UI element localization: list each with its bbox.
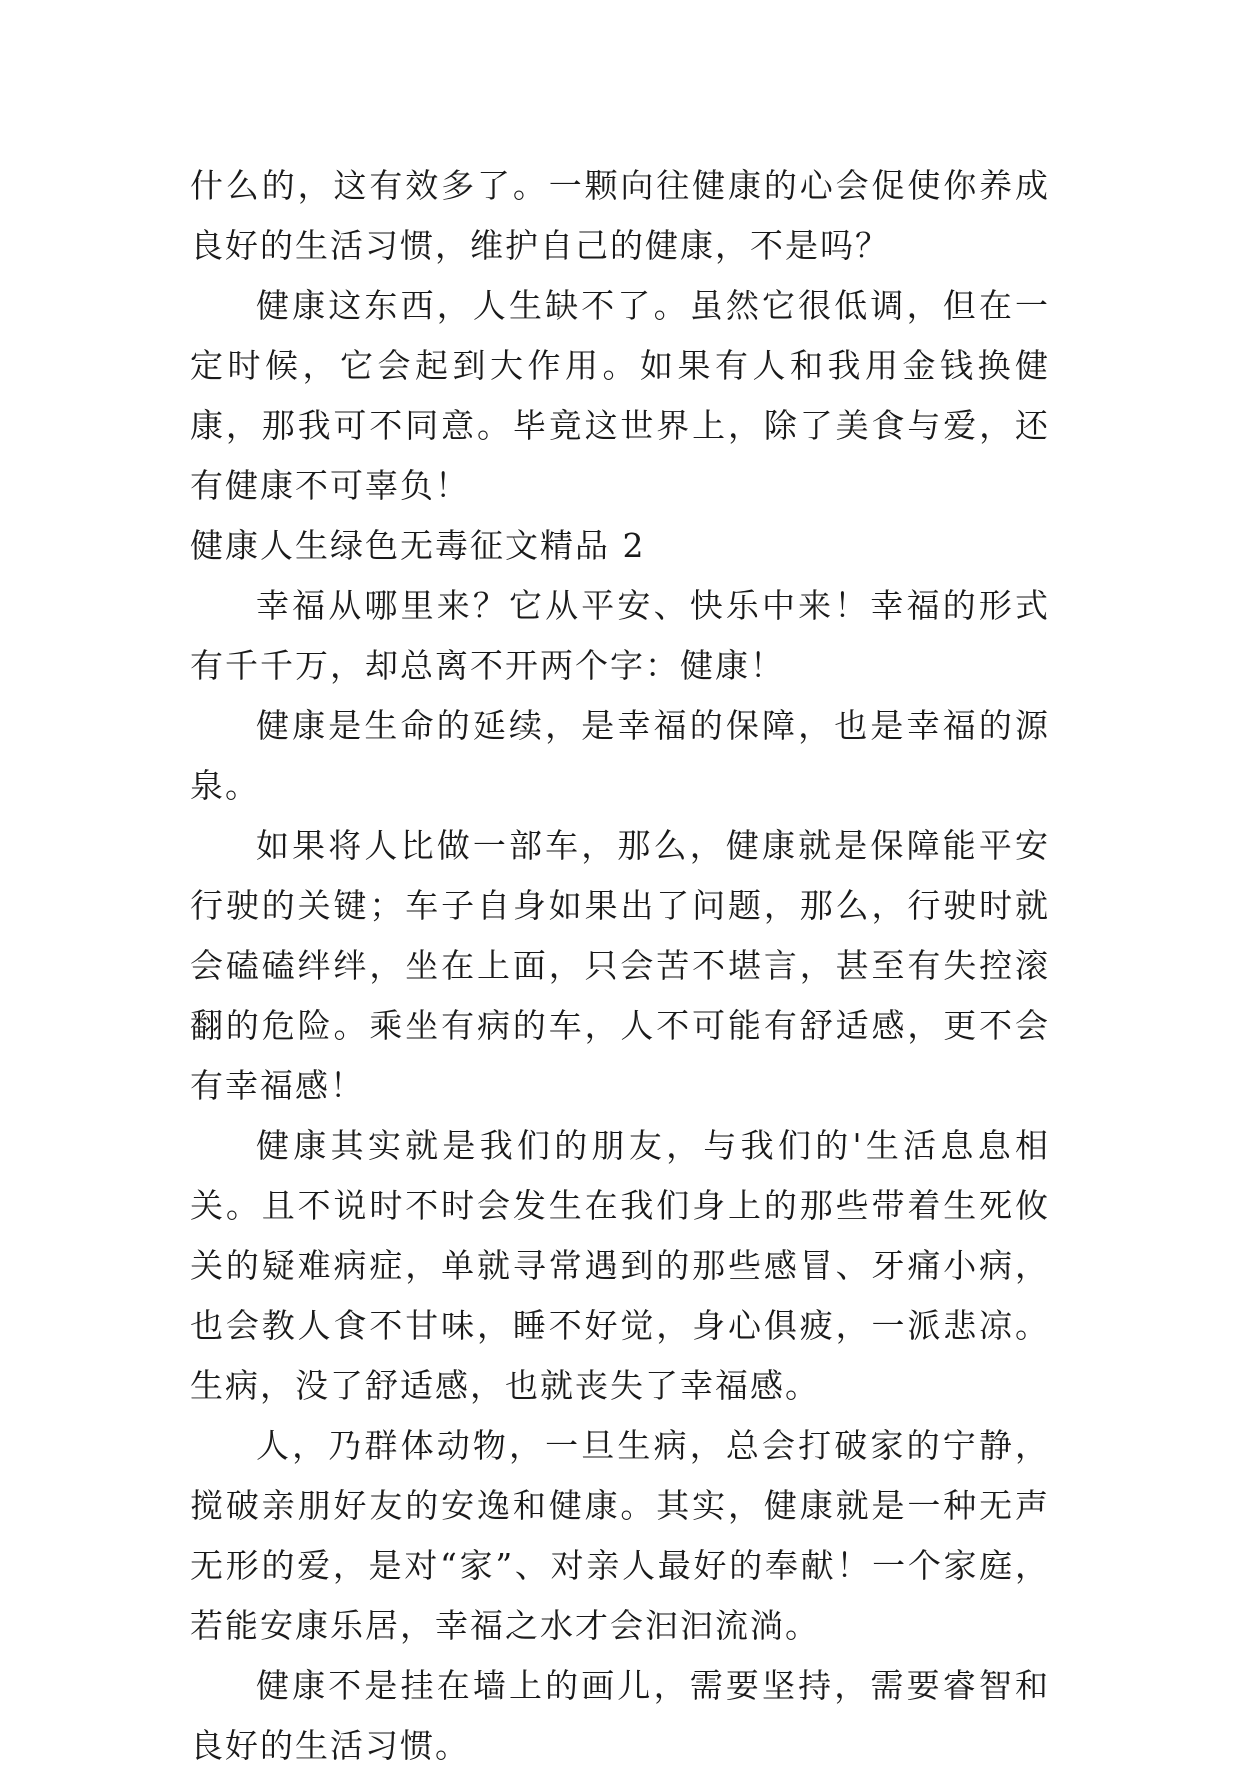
paragraph-7: 人，乃群体动物，一旦生病，总会打破家的宁静，搅破亲朋好友的安逸和健康。其实，健康就是一种无声无形的爱，是对“家”、对亲人最好的奉献！一个家庭，若能安康乐居，幸福之水才会汩汩流淌。 xyxy=(190,1426,1050,1645)
paragraph-2: 健康这东西，人生缺不了。虽然它很低调，但在一定时候，它会起到大作用。如果有人和我用金钱换健康，那我可不同意。毕竟这世界上，除了美食与爱，还有健康不可辜负！ xyxy=(190,286,1050,505)
document-body xyxy=(190,156,1050,1776)
paragraph-1: 什么的，这有效多了。一颗向往健康的心会促使你养成良好的生活习惯，维护自己的健康，不是吗？ xyxy=(190,166,1050,265)
paragraph-4: 健康是生命的延续，是幸福的保障，也是幸福的源泉。 xyxy=(190,706,1050,805)
paragraph-3: 幸福从哪里来？它从平安、快乐中来！幸福的形式有千千万，却总离不开两个字：健康！ xyxy=(190,586,1050,685)
paragraph-8: 健康不是挂在墙上的画儿，需要坚持，需要睿智和良好的生活习惯。 xyxy=(190,1666,1050,1765)
paragraph-5: 如果将人比做一部车，那么，健康就是保障能平安行驶的关键；车子自身如果出了问题，那么，行驶时就会磕磕绊绊，坐在上面，只会苦不堪言，甚至有失控滚翻的危险。乘坐有病的车，人不可能有舒适感，更不会有幸福感！ xyxy=(190,826,1050,1105)
paragraph-6: 健康其实就是我们的朋友，与我们的'生活息息相关。且不说时不时会发生在我们身上的那些带着生死攸关的疑难病症，单就寻常遇到的那些感冒、牙痛小病，也会教人食不甘味，睡不好觉，身心俱疲，一派悲凉。生病，没了舒适感，也就丧失了幸福感。 xyxy=(190,1126,1050,1405)
section-heading: 健康人生绿色无毒征文精品 2 xyxy=(190,526,646,565)
